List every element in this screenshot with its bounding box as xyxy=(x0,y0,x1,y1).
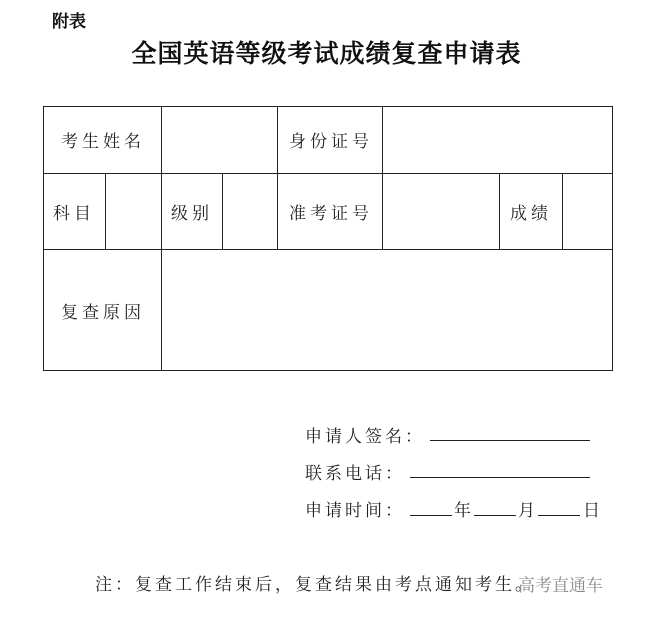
signer-signature-line[interactable] xyxy=(430,440,590,441)
month-label: 月 xyxy=(518,501,538,521)
level-field[interactable] xyxy=(223,174,277,249)
level-label: 级别 xyxy=(171,204,213,224)
year-label: 年 xyxy=(454,501,474,521)
phone-line[interactable] xyxy=(410,477,590,478)
review-reason-label: 复查原因 xyxy=(61,302,145,323)
watermark: 高考直通车 xyxy=(518,576,603,596)
id-number-field[interactable] xyxy=(383,107,612,173)
appendix-label: 附表 xyxy=(52,12,86,32)
day-label: 日 xyxy=(583,501,603,521)
day-line[interactable] xyxy=(538,515,580,516)
time-label: 申请时间： xyxy=(305,501,405,521)
score-label: 成绩 xyxy=(510,204,552,224)
score-field[interactable] xyxy=(563,174,612,249)
page-title: 全国英语等级考试成绩复查申请表 xyxy=(131,39,522,68)
subject-field[interactable] xyxy=(106,174,161,249)
name-label: 考生姓名 xyxy=(61,132,145,152)
ticket-number-field[interactable] xyxy=(383,174,499,249)
subject-label: 科目 xyxy=(53,204,95,224)
application-form-table xyxy=(43,106,613,371)
footnote: 注：复查工作结束后，复查结果由考点通知考生。 xyxy=(95,575,535,595)
id-number-label: 身份证号 xyxy=(289,132,373,152)
ticket-number-label: 准考证号 xyxy=(289,204,373,224)
year-line[interactable] xyxy=(410,515,452,516)
name-field[interactable] xyxy=(162,107,277,173)
signer-label: 申请人签名： xyxy=(305,427,425,447)
review-reason-field[interactable] xyxy=(162,250,612,370)
month-line[interactable] xyxy=(474,515,516,516)
phone-label: 联系电话： xyxy=(305,464,405,484)
